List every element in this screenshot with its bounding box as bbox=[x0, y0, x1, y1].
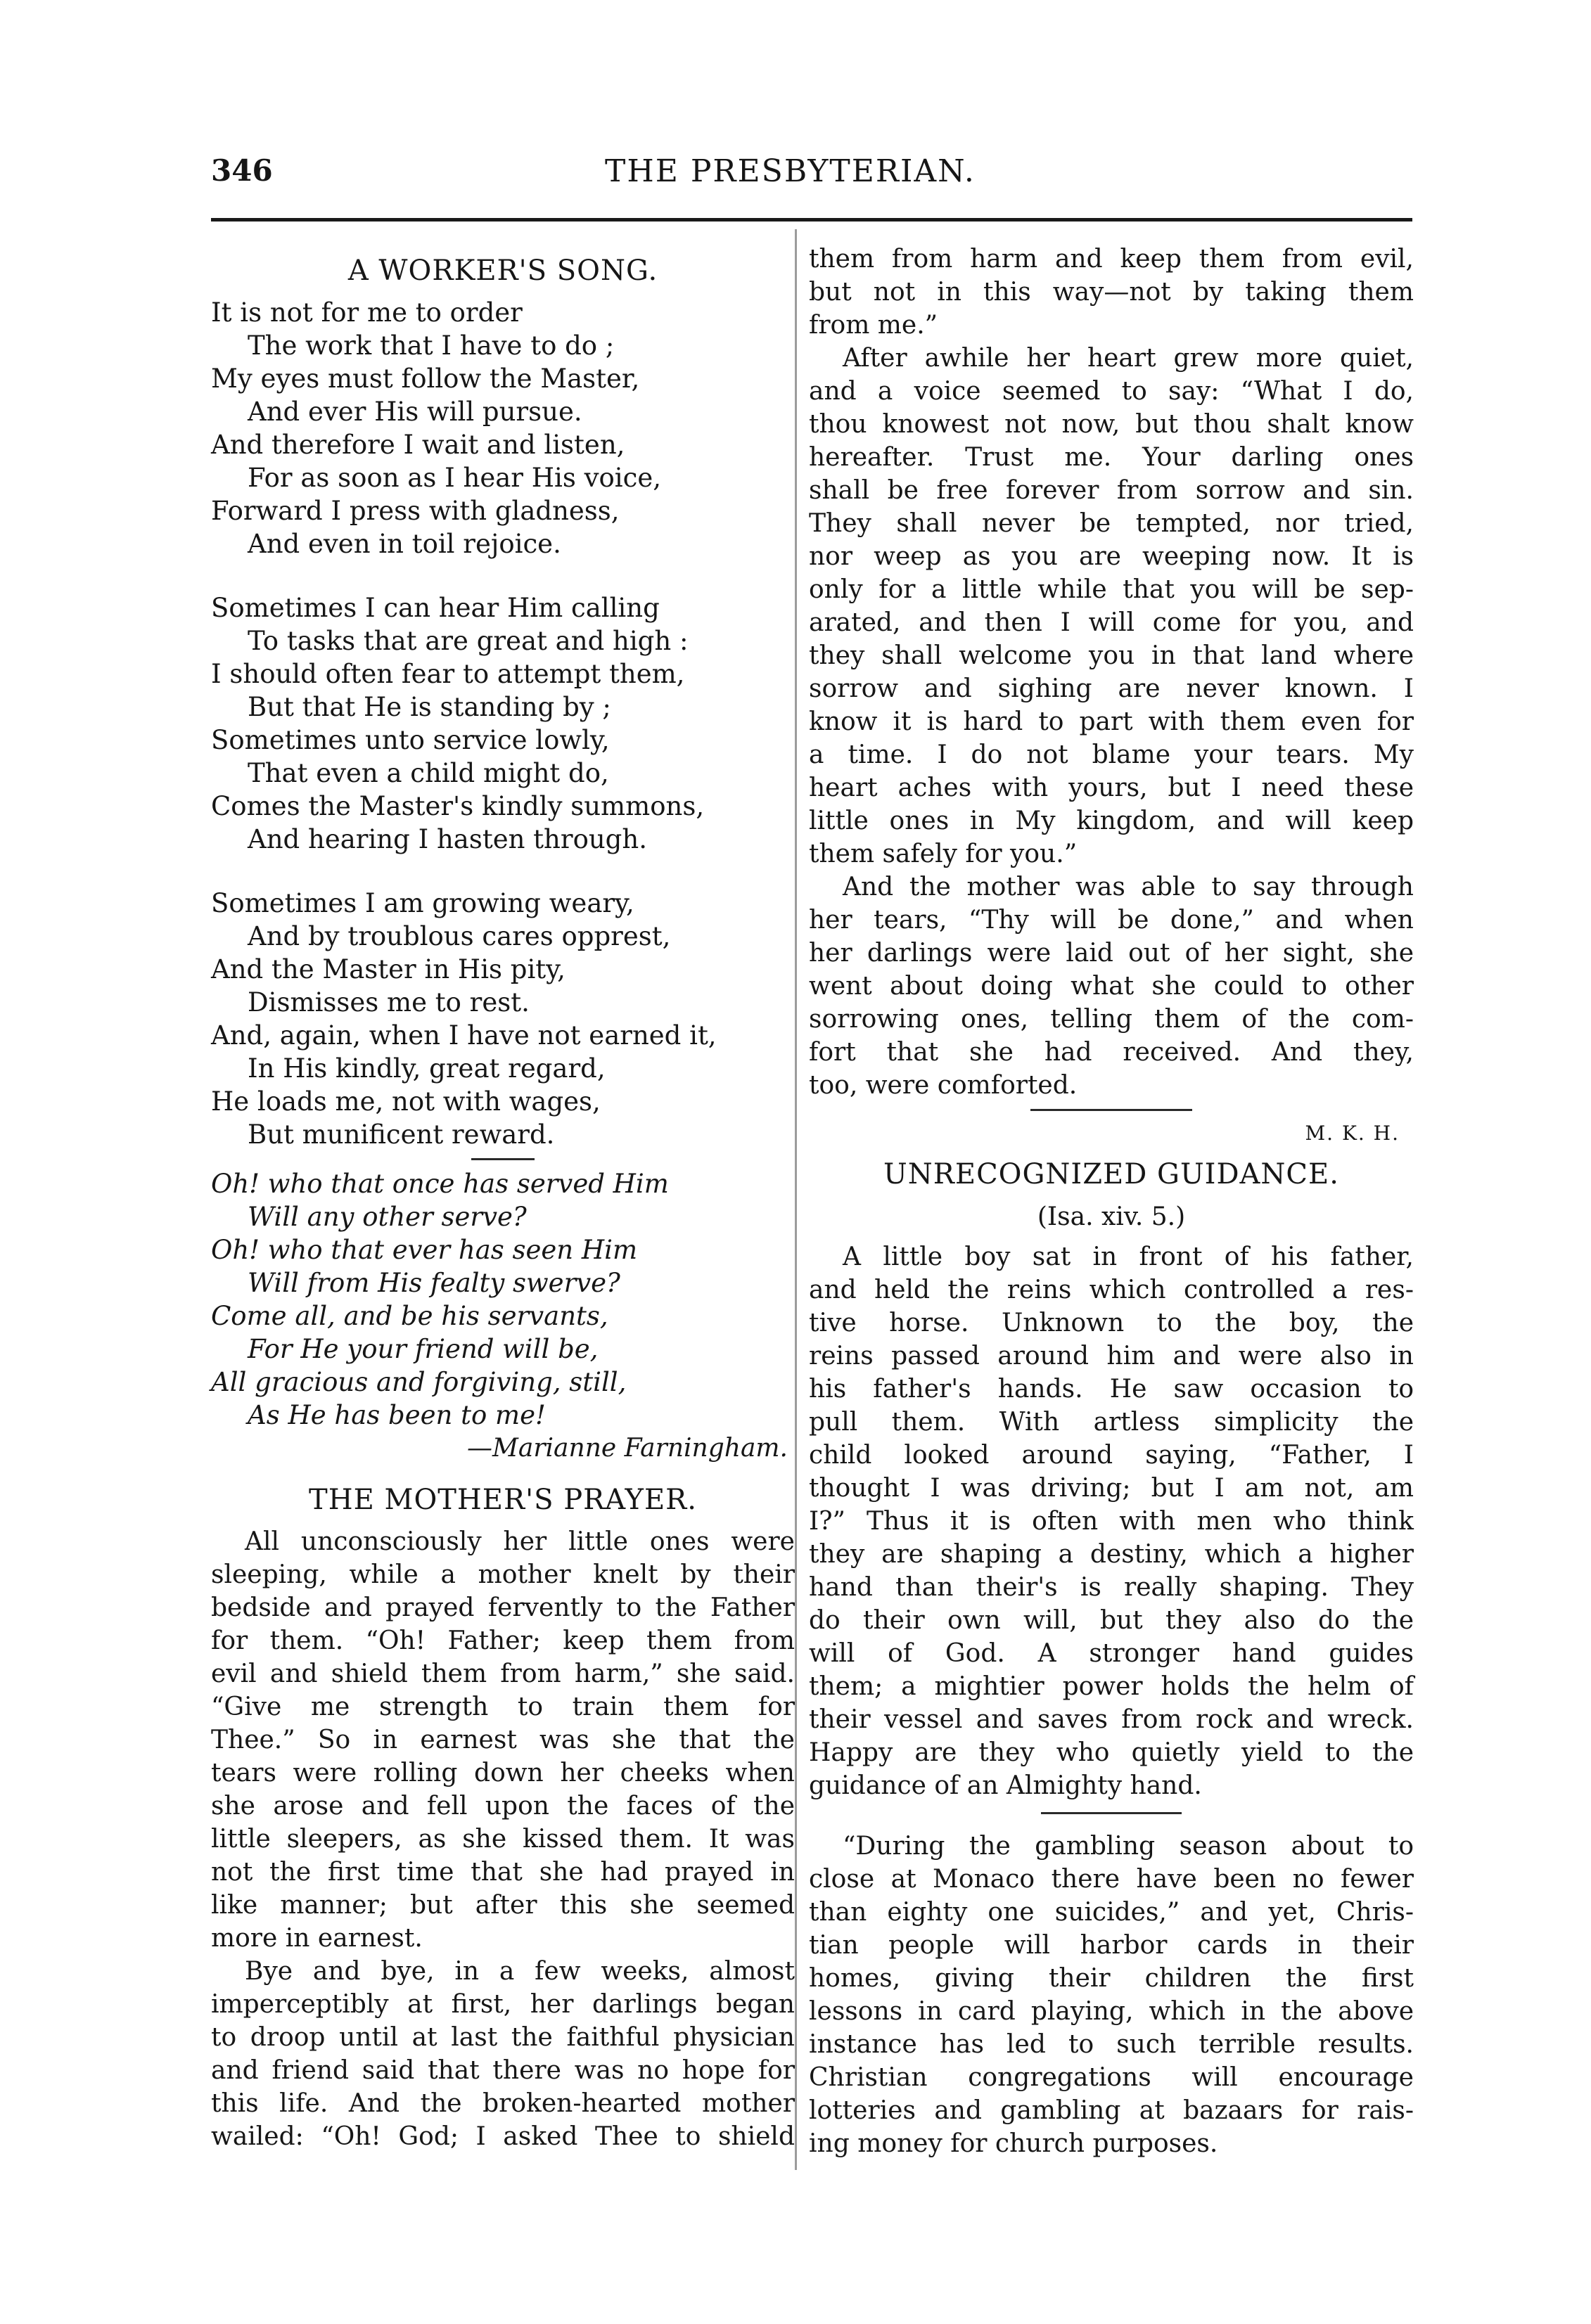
text-line: to droop until at last the faithful physician bbox=[211, 2023, 795, 2052]
text-line: evil and shield them from harm,” she said. bbox=[211, 1659, 795, 1688]
poem-line: All gracious and forgiving, still, bbox=[211, 1367, 627, 1397]
right-column bbox=[809, 243, 1414, 2160]
poem-line: And the Master in His pity, bbox=[211, 954, 566, 984]
poem-line: But that He is standing by ; bbox=[248, 692, 611, 722]
text-line: hand than their's is really shaping. They bbox=[809, 1573, 1414, 1602]
text-line: pull them. With artless simplicity the bbox=[809, 1408, 1414, 1437]
text-line: like manner; but after this she seemed bbox=[211, 1891, 795, 1920]
poem-line: For as soon as I hear His voice, bbox=[248, 463, 661, 493]
poem-line: Dismisses me to rest. bbox=[248, 987, 530, 1017]
text-line: only for a little while that you will be sep- bbox=[809, 575, 1414, 604]
text-line: fort that she had received. And they, bbox=[809, 1038, 1414, 1067]
text-line: thou knowest not now, but thou shalt know bbox=[809, 410, 1414, 439]
poem-line: Oh! who that once has served Him bbox=[211, 1169, 669, 1199]
section-rule bbox=[1030, 1109, 1192, 1111]
poem-line: That even a child might do, bbox=[248, 758, 609, 788]
text-line: their vessel and saves from rock and wreck. bbox=[809, 1705, 1414, 1734]
text-line: and a voice seemed to say: “What I do, bbox=[809, 377, 1414, 406]
article-paragraph-continued bbox=[809, 243, 1414, 342]
text-line: this life. And the broken-hearted mother bbox=[211, 2089, 795, 2118]
running-head bbox=[211, 153, 1407, 198]
stanza-rule bbox=[471, 1158, 535, 1160]
poem-attribution: —Marianne Farningham. bbox=[467, 1434, 788, 1463]
text-line: imperceptibly at first, her darlings began bbox=[211, 1990, 795, 2019]
text-line: child looked around saying, “Father, I bbox=[809, 1441, 1414, 1470]
poem-line: Comes the Master's kindly summons, bbox=[211, 791, 705, 821]
text-line: bedside and prayed fervently to the Father bbox=[211, 1593, 795, 1622]
article-paragraph bbox=[809, 1240, 1414, 1802]
article-paragraph bbox=[211, 1525, 795, 1955]
text-line: shall be free forever from sorrow and sin. bbox=[809, 476, 1414, 505]
text-line: they are shaping a destiny, which a higher bbox=[809, 1540, 1414, 1569]
text-line: tian people will harbor cards in their bbox=[809, 1931, 1414, 1960]
poem-line: But munificent reward. bbox=[248, 1119, 555, 1150]
text-line: arated, and then I will come for you, and bbox=[809, 608, 1414, 637]
text-line: sorrow and sighing are never known. I bbox=[809, 674, 1414, 703]
text-line: went about doing what she could to other bbox=[809, 972, 1414, 1001]
text-line: not the first time that she had prayed in bbox=[211, 1858, 795, 1887]
text-line: sleeping, while a mother knelt by their bbox=[211, 1560, 795, 1589]
section-rule bbox=[1041, 1812, 1182, 1814]
poem-workers-song bbox=[211, 296, 795, 1151]
poem-line: Will from His fealty swerve? bbox=[248, 1268, 620, 1298]
poem-line: I should often fear to attempt them, bbox=[211, 659, 685, 689]
poem-line: It is not for me to order bbox=[211, 297, 523, 328]
text-line: instance has led to such terrible results. bbox=[809, 2030, 1414, 2059]
poem-line: Sometimes I can hear Him calling bbox=[211, 593, 660, 623]
text-line: close at Monaco there have been no fewer bbox=[809, 1865, 1414, 1894]
text-line: tears were rolling down her cheeks when bbox=[211, 1759, 795, 1787]
column-divider bbox=[795, 229, 797, 2170]
left-column bbox=[211, 243, 795, 2153]
article-title: THE MOTHER'S PRAYER. bbox=[309, 1484, 697, 1516]
article-paragraph bbox=[809, 1830, 1414, 2160]
text-line: them safely for you.” bbox=[809, 840, 1078, 868]
article-title: UNRECOGNIZED GUIDANCE. bbox=[883, 1158, 1339, 1190]
text-line: lotteries and gambling at bazaars for rais- bbox=[809, 2096, 1414, 2125]
poem-line: For He your friend will be, bbox=[248, 1334, 599, 1364]
poem-final-stanza bbox=[211, 1167, 795, 1432]
text-line: nor weep as you are weeping now. It is bbox=[809, 542, 1414, 571]
scripture-reference: (Isa. xiv. 5.) bbox=[1037, 1202, 1186, 1231]
text-line: ing money for church purposes. bbox=[809, 2129, 1218, 2158]
poem-line: Sometimes I am growing weary, bbox=[211, 888, 634, 918]
poem-line: And ever His will pursue. bbox=[248, 397, 582, 427]
text-line: Bye and bye, in a few weeks, almost bbox=[245, 1957, 795, 1986]
text-line: and held the reins which controlled a res- bbox=[809, 1276, 1414, 1304]
text-line: do their own will, but they also do the bbox=[809, 1606, 1414, 1635]
poem-line: And therefore I wait and listen, bbox=[211, 430, 625, 460]
text-line: reins passed around him and were also in bbox=[809, 1342, 1414, 1370]
text-line: After awhile her heart grew more quiet, bbox=[843, 344, 1414, 373]
article-paragraph bbox=[809, 342, 1414, 871]
text-line: Thee.” So in earnest was she that the bbox=[211, 1726, 795, 1754]
text-line: know it is hard to part with them even for bbox=[809, 707, 1414, 736]
journal-title: THE PRESBYTERIAN. bbox=[605, 153, 976, 189]
poem-line: Will any other serve? bbox=[248, 1202, 527, 1232]
poem-line: As He has been to me! bbox=[248, 1400, 546, 1430]
text-line: sorrowing ones, telling them of the com- bbox=[809, 1005, 1414, 1034]
text-line: she arose and fell upon the faces of the bbox=[211, 1792, 795, 1821]
poem-line: To tasks that are great and high : bbox=[248, 626, 689, 656]
text-line: And the mother was able to say through bbox=[843, 873, 1414, 901]
text-line: his father's hands. He saw occasion to bbox=[809, 1375, 1414, 1404]
poem-title: A WORKER'S SONG. bbox=[347, 255, 658, 287]
text-line: I?” Thus it is often with men who think bbox=[809, 1507, 1414, 1536]
poem-line: And by troublous cares opprest, bbox=[248, 921, 671, 951]
text-line: more in earnest. bbox=[211, 1924, 423, 1953]
text-line: from me.” bbox=[809, 311, 938, 340]
text-line: them; a mightier power holds the helm of bbox=[809, 1672, 1414, 1701]
text-line: her tears, “Thy will be done,” and when bbox=[809, 906, 1414, 935]
poem-line: And, again, when I have not earned it, bbox=[211, 1020, 717, 1051]
text-line: too, were comforted. bbox=[809, 1071, 1078, 1100]
text-line: hereafter. Trust me. Your darling ones bbox=[809, 443, 1414, 472]
text-line: little sleepers, as she kissed them. It was bbox=[211, 1825, 795, 1854]
poem-line: He loads me, not with wages, bbox=[211, 1086, 601, 1117]
text-line: lessons in card playing, which in the above bbox=[809, 1997, 1414, 2026]
text-line: her darlings were laid out of her sight, she bbox=[809, 939, 1414, 968]
text-line: them from harm and keep them from evil, bbox=[809, 245, 1414, 274]
text-line: homes, giving their children the first bbox=[809, 1964, 1414, 1993]
article-paragraph bbox=[809, 871, 1414, 1102]
text-line: Christian congregations will encourage bbox=[809, 2063, 1414, 2092]
text-line: than eighty one suicides,” and yet, Chris- bbox=[809, 1898, 1414, 1927]
poem-line: And hearing I hasten through. bbox=[248, 824, 647, 854]
text-line: they shall welcome you in that land where bbox=[809, 641, 1414, 670]
text-line: heart aches with yours, but I need these bbox=[809, 773, 1414, 802]
text-line: but not in this way—not by taking them bbox=[809, 278, 1414, 307]
text-line: guidance of an Almighty hand. bbox=[809, 1771, 1202, 1800]
text-line: thought I was driving; but I am not, am bbox=[809, 1474, 1414, 1503]
header-rule bbox=[211, 218, 1412, 222]
text-line: and friend said that there was no hope for bbox=[211, 2056, 795, 2085]
poem-line: And even in toil rejoice. bbox=[248, 529, 561, 559]
text-line: for them. “Oh! Father; keep them from bbox=[211, 1626, 795, 1655]
text-line: “During the gambling season about to bbox=[843, 1832, 1414, 1861]
poem-line: In His kindly, great regard, bbox=[248, 1053, 606, 1084]
poem-line: Oh! who that ever has seen Him bbox=[211, 1235, 638, 1265]
author-initials: M. K. H. bbox=[1305, 1122, 1400, 1145]
page-number: 346 bbox=[211, 153, 273, 188]
text-line: little ones in My kingdom, and will keep bbox=[809, 807, 1414, 835]
stanza-gap bbox=[211, 560, 795, 591]
article-paragraph bbox=[211, 1955, 795, 2153]
poem-line: Sometimes unto service lowly, bbox=[211, 725, 610, 755]
text-line: They shall never be tempted, nor tried, bbox=[809, 509, 1414, 538]
text-line: tive horse. Unknown to the boy, the bbox=[809, 1309, 1414, 1337]
poem-line: The work that I have to do ; bbox=[248, 330, 615, 361]
text-line: Happy are they who quietly yield to the bbox=[809, 1738, 1414, 1767]
text-line: All unconsciously her little ones were bbox=[245, 1527, 795, 1556]
text-line: A little boy sat in front of his father, bbox=[843, 1243, 1414, 1271]
poem-line: My eyes must follow the Master, bbox=[211, 364, 640, 394]
text-line: “Give me strength to train them for bbox=[211, 1693, 795, 1721]
poem-line: Come all, and be his servants, bbox=[211, 1301, 608, 1331]
text-line: a time. I do not blame your tears. My bbox=[809, 740, 1414, 769]
poem-line: Forward I press with gladness, bbox=[211, 496, 620, 526]
text-line: wailed: “Oh! God; I asked Thee to shield bbox=[211, 2122, 795, 2151]
stanza-gap bbox=[211, 856, 795, 887]
text-line: will of God. A stronger hand guides bbox=[809, 1639, 1414, 1668]
